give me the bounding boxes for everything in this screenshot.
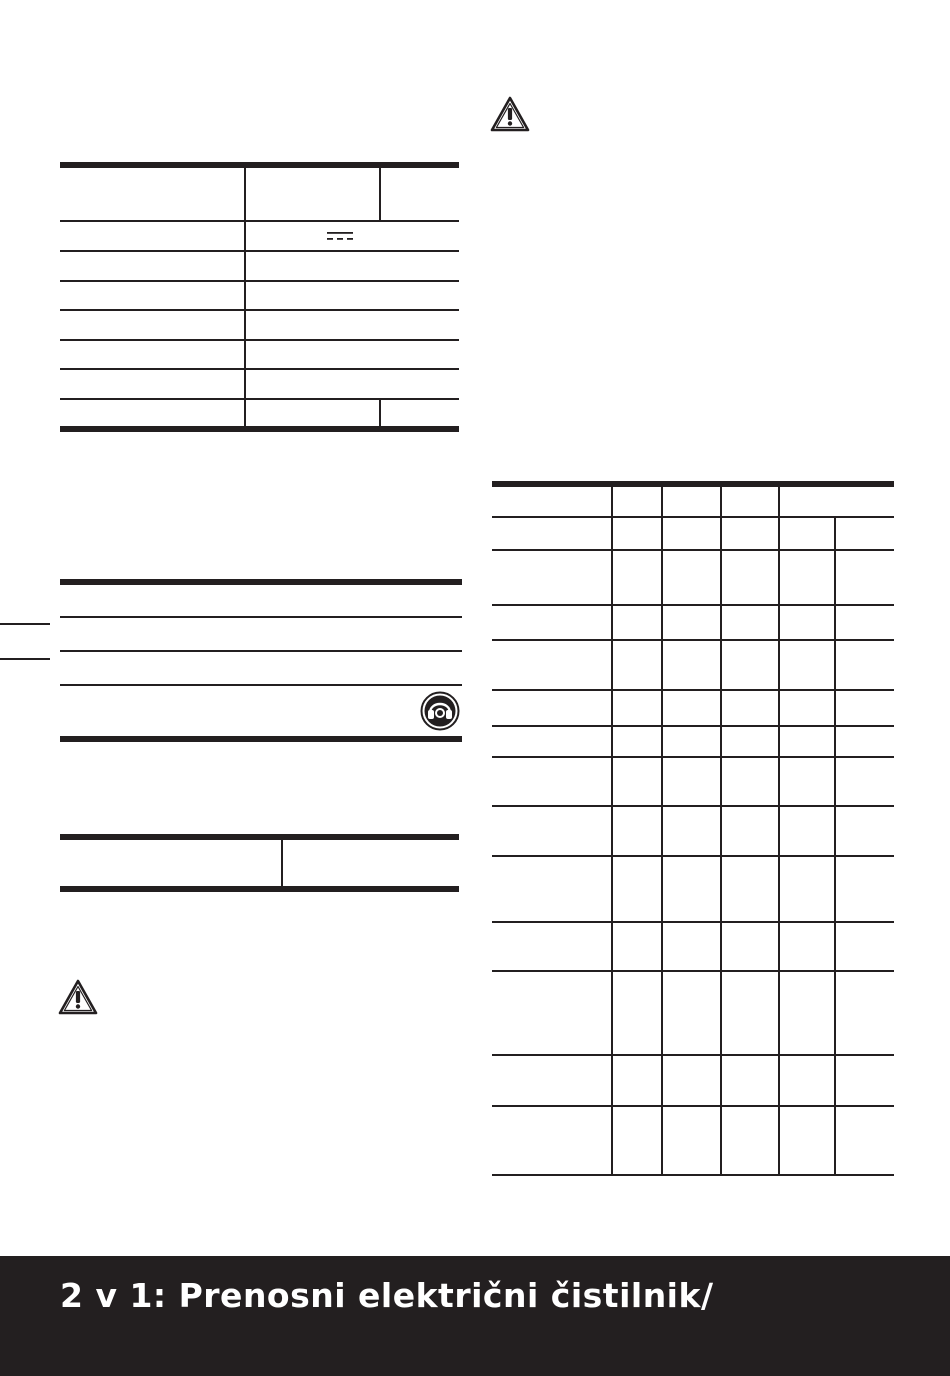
margin-tab-mark <box>0 658 50 660</box>
table-row-rule <box>492 1105 894 1107</box>
table-row-rule <box>60 650 462 652</box>
table-column-divider <box>778 487 780 1176</box>
table-column-divider <box>720 487 722 1176</box>
table-row-rule <box>492 970 894 972</box>
table-row-rule <box>60 398 459 400</box>
dc-current-symbol <box>327 230 353 242</box>
table-column-divider <box>834 518 836 1176</box>
table-top-rule <box>60 579 462 585</box>
table-row-rule <box>492 756 894 758</box>
table-row-rule <box>60 339 459 341</box>
table-column-divider <box>661 487 663 1176</box>
table-row-rule <box>492 639 894 641</box>
table-row-rule <box>492 689 894 691</box>
table-bottom-rule <box>60 736 462 742</box>
table-column-divider <box>379 168 381 220</box>
table-row-rule <box>492 855 894 857</box>
ear-protection-icon <box>420 691 460 731</box>
warning-triangle-icon <box>490 96 530 132</box>
table-row-rule <box>492 921 894 923</box>
margin-tab-mark <box>0 623 50 625</box>
table-row-rule <box>60 684 462 686</box>
table-column-divider <box>379 399 381 427</box>
table-top-rule <box>60 162 459 168</box>
table-row-rule <box>492 805 894 807</box>
table-bottom-rule <box>492 1174 894 1176</box>
table-top-rule <box>60 834 459 840</box>
table-row-rule <box>492 549 894 551</box>
table-row-rule <box>492 516 894 518</box>
table-row-rule <box>492 725 894 727</box>
table-row-rule <box>492 604 894 606</box>
table-row-rule <box>60 368 459 370</box>
table-column-divider <box>244 168 246 427</box>
table-row-rule <box>60 220 459 222</box>
table-bottom-rule <box>60 426 459 432</box>
table-row-rule <box>60 250 459 252</box>
footer-title: 2 v 1: Prenosni električni čistilnik/ <box>60 1276 714 1315</box>
table-row-rule <box>60 309 459 311</box>
table-row-rule <box>492 1054 894 1056</box>
table-row-rule <box>60 616 462 618</box>
table-bottom-rule <box>60 886 459 892</box>
footer-band <box>0 1256 950 1376</box>
table-row-rule <box>60 280 459 282</box>
table-top-rule <box>492 481 894 487</box>
table-column-divider <box>611 487 613 1176</box>
table-column-divider <box>281 840 283 886</box>
warning-triangle-icon <box>58 979 98 1015</box>
